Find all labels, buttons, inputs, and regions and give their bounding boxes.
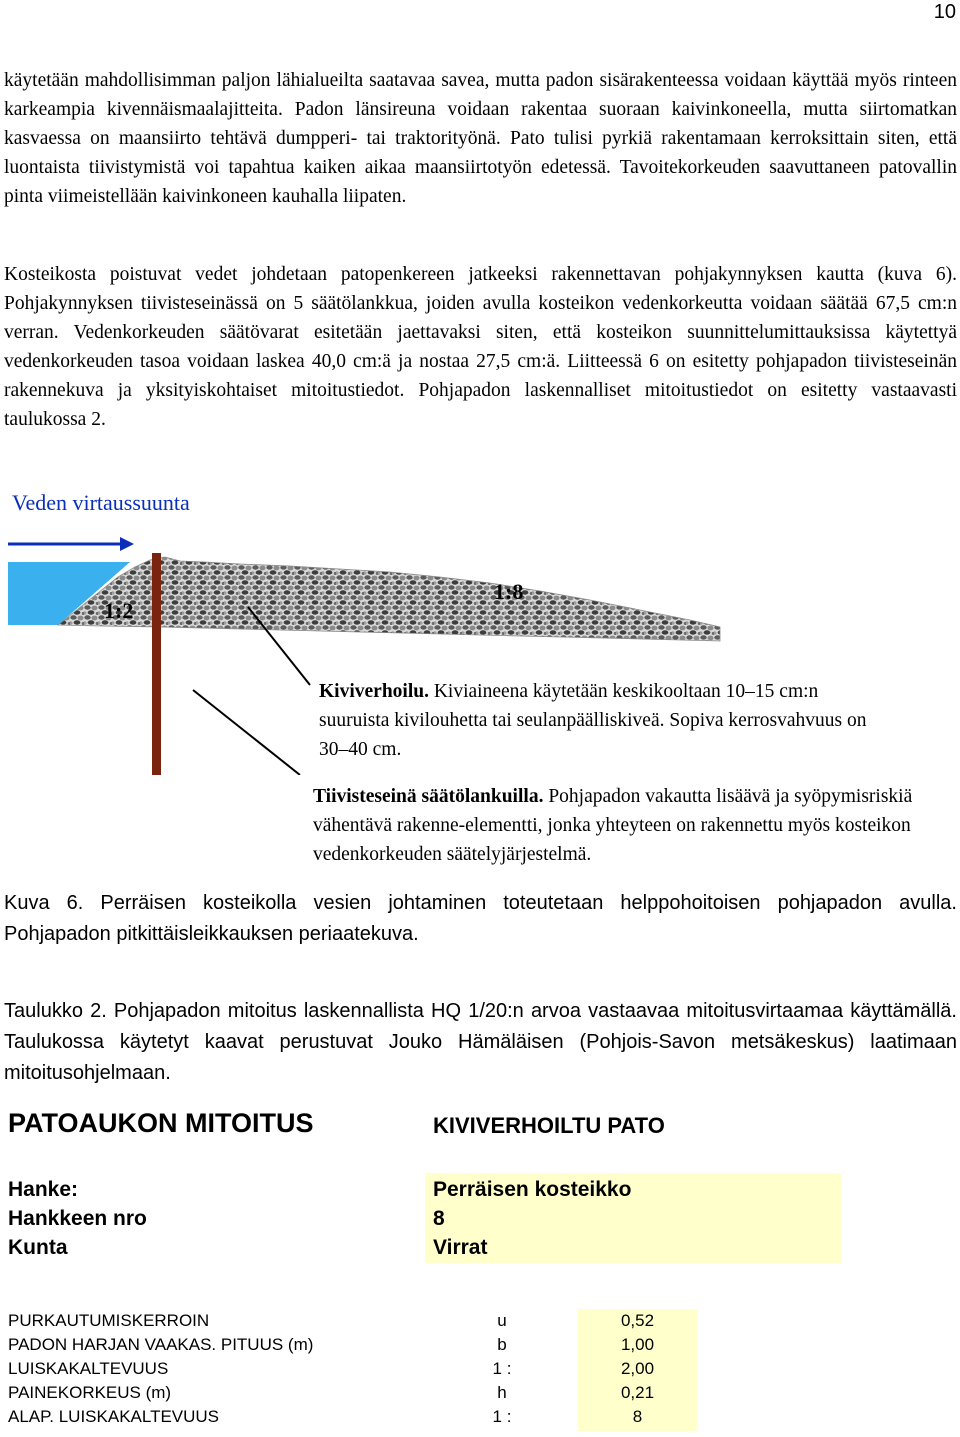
calc-value: 0,21 bbox=[620, 1383, 655, 1402]
table-caption: Taulukko 2. Pohjapadon mitoitus laskennallista HQ 1/20:n arvoa vastaavaa mitoitusvirtaamaa käyttämällä. Taulukossa käytetyt kaavat perustuvat Jouko Hämäläisen (Pohjois-Savon metsäkeskus) laatimaan mitoitusohjelmaan. bbox=[4, 1000, 957, 1084]
slope-downstream-label: 1:8 bbox=[494, 579, 524, 604]
calc-symbol: u bbox=[497, 1311, 507, 1330]
body-paragraph-2: Kosteikosta poistuvat vedet johdetaan patopenkereen jatkeeksi rakennettavan pohjakynnyksen kautta (kuva 6). Pohjakynnyksen tiivisteseinässä on 5 säätölankkua, joiden avulla kosteikon vedenkorkeutta voidaan säätää 67,5 cm:n verran. Vedenkorkeuden säätövarat esitetään jaettavaksi siten, että kosteikon suunnittelumittauksissa käytettyä vedenkorkeuden tasoa voidaan laskea 40,0 cm:ä ja nostaa 27,5 cm:ä. Liitteessä 6 on esitetty pohjapadon tiivisteseinän rakennekuva ja yksityiskohtaiset mitoitustiedot. Pohjapadon laskennalliset mitoitustiedot on esitetty vastaavasti taulukossa 2. bbox=[4, 264, 957, 430]
figure-caption: Kuva 6. Perräisen kosteikolla vesien johtaminen toteutetaan helppohoitoisen pohjapadon avulla. Pohjapadon pitkittäisleikkauksen periaatekuva. bbox=[4, 892, 957, 945]
calc-symbol: 1 : bbox=[492, 1359, 512, 1378]
info-label-project-no: Hankkeen nro bbox=[8, 1207, 147, 1230]
flow-arrow-icon bbox=[8, 537, 134, 551]
info-value-project: Perräisen kosteikko bbox=[433, 1178, 632, 1201]
calc-label: LUISKAKALTEVUUS bbox=[8, 1359, 169, 1378]
info-label-project: Hanke: bbox=[8, 1178, 79, 1201]
calc-symbol: b bbox=[497, 1335, 507, 1354]
calc-value: 1,00 bbox=[620, 1335, 655, 1354]
calc-value: 8 bbox=[632, 1407, 643, 1426]
calc-row bbox=[8, 1383, 958, 1407]
sealing-wall bbox=[152, 553, 161, 775]
callout-revetment-title: Kiviverhoilu. bbox=[319, 681, 429, 702]
calc-row bbox=[8, 1311, 958, 1335]
calc-label: PAINEKORKEUS (m) bbox=[8, 1383, 172, 1402]
callout-sealing-wall bbox=[313, 782, 953, 869]
calc-value: 2,00 bbox=[620, 1359, 655, 1378]
callout-wall-text: Pohjapadon vakautta lisäävä ja syöpymisriskiä vähentävä rakenne-elementti, jonka yhteyteen on rakennettu myös kosteikon vedenkorkeuden säätelyjärjestelmä. bbox=[313, 786, 913, 865]
callout-revetment-text: Kiviaineena käytetään keskikooltaan 10–15 cm:n suuruista kivilouhetta tai seulanpäälliskiveä. Sopiva kerrosvahvuus on 30–40 cm. bbox=[319, 681, 867, 760]
callout-wall-title: Tiivisteseinä säätölankuilla. bbox=[313, 786, 544, 807]
calc-value: 0,52 bbox=[620, 1311, 655, 1330]
calc-symbol: h bbox=[497, 1383, 507, 1402]
calc-row bbox=[8, 1407, 958, 1431]
info-value-municipality: Virrat bbox=[433, 1236, 488, 1259]
calc-label: PADON HARJAN VAAKAS. PITUUS (m) bbox=[8, 1335, 314, 1354]
info-value-project-no: 8 bbox=[433, 1207, 445, 1230]
calc-label: PURKAUTUMISKERROIN bbox=[8, 1311, 210, 1330]
calc-row bbox=[8, 1335, 958, 1359]
slope-upstream-label: 1:2 bbox=[104, 598, 134, 623]
leader-line-wall bbox=[193, 690, 300, 775]
page-number: 10 bbox=[933, 1, 956, 23]
body-paragraph-1: käytetään mahdollisimman paljon lähialueilta saatavaa savea, mutta padon sisärakenteessa voidaan käyttää myös rinteen karkeampia kivennäismaalajitteita. Padon länsireuna voidaan rakentaa suoraan kaivinkoneella, mutta siirtomatkan kasvaessa on maansiirto tehtävä dumpperi- tai traktorityönä. Pato tulisi pyrkiä rakentamaan kerroksittain siten, että luontaista tiivistymistä voi tapahtua kaiken aikaa maansiirtotyön edetessä. Tavoitekorkeuden saavuttaneen patovallin pinta viimeistellään kaivinkoneen kauhalla liipaten. bbox=[4, 70, 957, 207]
info-label-municipality: Kunta bbox=[8, 1236, 68, 1259]
dam-type-label: KIVIVERHOILTU PATO bbox=[433, 1113, 665, 1138]
calc-label: ALAP. LUISKAKALTEVUUS bbox=[8, 1407, 220, 1426]
flow-direction-label: Veden virtaussuunta bbox=[12, 490, 190, 515]
callout-revetment bbox=[319, 677, 879, 764]
calc-symbol: 1 : bbox=[492, 1407, 512, 1426]
calc-row bbox=[8, 1359, 958, 1383]
sheet-heading: PATOAUKON MITOITUS bbox=[8, 1108, 314, 1138]
